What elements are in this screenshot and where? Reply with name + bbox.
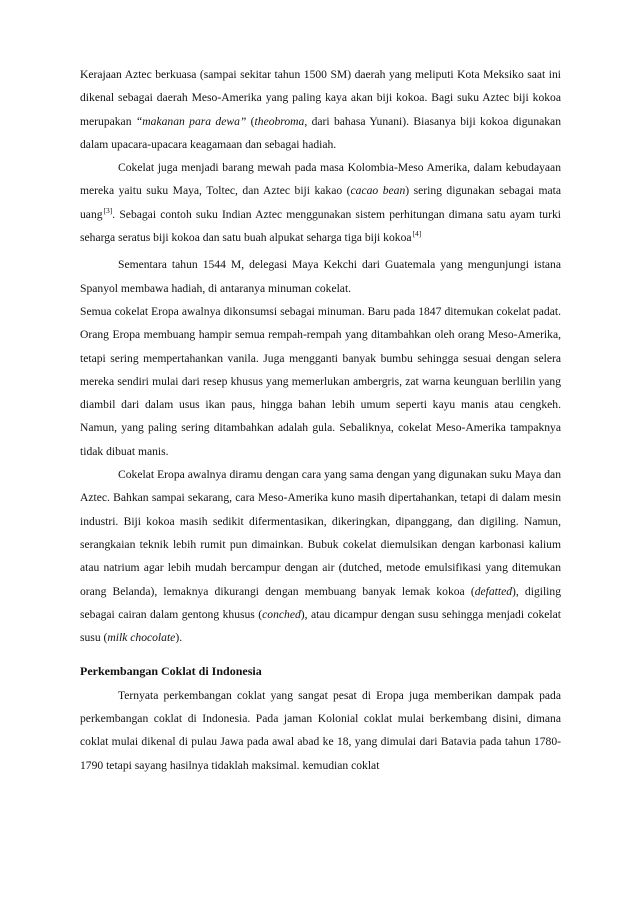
- term-cacao-bean: cacao bean: [350, 184, 406, 198]
- paragraph-text: . Sebagai contoh suku Indian Aztec menggunakan sistem perhitungan dimana satu ayam turki seharga seratus biji kokoa dan satu buah alpukat seharga tiga biji kokoa: [80, 207, 561, 245]
- term-conched: conched: [262, 607, 301, 621]
- paragraph-maya-delegation: [80, 253, 561, 300]
- paragraph-text: ), digiling sebagai cairan dalam gentong khusus (: [80, 584, 561, 621]
- footnote-ref-3[interactable]: [3]: [103, 205, 113, 215]
- document-page: [80, 63, 561, 777]
- paragraph-text: Semua cokelat Eropa awalnya dikonsumsi sebagai minuman. Baru pada 1847 ditemukan cokelat padat. Orang Eropa membuang hampir semua rempah-rempah yang ditambahkan oleh orang Meso-Amerika, tetapi sering mempertahankan vanila. Juga mengganti banyak bumbu sehingga sesuai dengan selera mereka sendiri mulai dari resep khusus yang memerlukan ambergris, zat warna keunguan berlilin yang diambil dari dalam usus ikan paus, hingga bahan lebih umum seperti kayu manis atau cengkeh. Namun, yang paling sering ditambahkan adalah gula. Sebaliknya, cokelat Meso-Amerika tampaknya tidak dibuat manis.: [80, 304, 561, 458]
- section-heading: Perkembangan Coklat di Indonesia: [80, 664, 262, 679]
- paragraph-text: Cokelat Eropa awalnya diramu dengan cara yang sama dengan yang digunakan suku Maya dan Aztec. Bahkan sampai sekarang, cara Meso-Amerika kuno masih dipertahankan, tetapi di dalam mesin industri. Biji kokoa masih sedikit difermentasikan, dikeringkan, dipanggang, dan digiling. Namun, serangkaian teknik lebih rumit pun dimainkan. Bubuk cokelat diemulsikan dengan karbonasi kalium atau natrium agar lebih mudah bercampur dengan air (dutched, metode emulsifikasi yang ditemukan orang Belanda), lemaknya dikurangi dengan membuang banyak lemak kokoa (: [80, 468, 561, 598]
- paragraph-text: Ternyata perkembangan coklat yang sangat pesat di Eropa juga memberikan dampak pada perkembangan coklat di Indonesia. Pada jaman Kolonial coklat mulai berkembang disini, dimana coklat mulai dikenal di pulau Jawa pada awal abad ke 18, yang dimulai dari Batavia pada tahun 1780-1790 tetapi sayang hasilnya tidaklah maksimal. kemudian coklat: [80, 688, 561, 772]
- paragraph-european-chocolate: [80, 300, 561, 463]
- spacer: [80, 649, 561, 660]
- paragraph-text: (: [246, 114, 255, 128]
- footnote-ref-4[interactable]: [4]: [412, 229, 422, 239]
- quote-food-of-gods: “makanan para dewa”: [135, 114, 247, 128]
- paragraph-processing: [80, 463, 561, 649]
- paragraph-text: ).: [175, 631, 183, 645]
- paragraph-luxury-currency: [80, 156, 561, 249]
- paragraph-text: Sementara tahun 1544 M, delegasi Maya Kekchi dari Guatemala yang mengunjungi istana Spanyol membawa hadiah, di antaranya minuman cokelat.: [80, 258, 561, 295]
- paragraph-text: , dari bahasa Yunani). Biasanya biji kokoa digunakan dalam upacara-upacara keagamaan dan sebagai hadiah.: [80, 114, 562, 151]
- term-milk-chocolate: milk chocolate: [107, 631, 176, 645]
- term-theobroma: theobroma: [254, 114, 305, 128]
- paragraph-aztec-kingdom: [80, 63, 561, 156]
- paragraph-text: Kerajaan Aztec berkuasa (sampai sekitar tahun 1500 SM) daerah yang meliputi Kota Meksiko saat ini dikenal sebagai daerah Meso-Amerika yang paling kaya akan biji kokoa. Bagi suku Aztec biji kokoa merupakan: [80, 68, 561, 128]
- paragraph-text: ) sering digunakan sebagai mata uang: [80, 184, 561, 221]
- paragraph-text: ), atau dicampur dengan susu sehingga menjadi cokelat susu (: [80, 607, 561, 645]
- term-defatted: defatted: [474, 584, 513, 598]
- paragraph-text: Cokelat juga menjadi barang mewah pada masa Kolombia-Meso Amerika, dalam kebudayaan mereka yaitu suku Maya, Toltec, dan Aztec biji kakao (: [80, 161, 561, 198]
- paragraph-indonesia: [80, 684, 561, 777]
